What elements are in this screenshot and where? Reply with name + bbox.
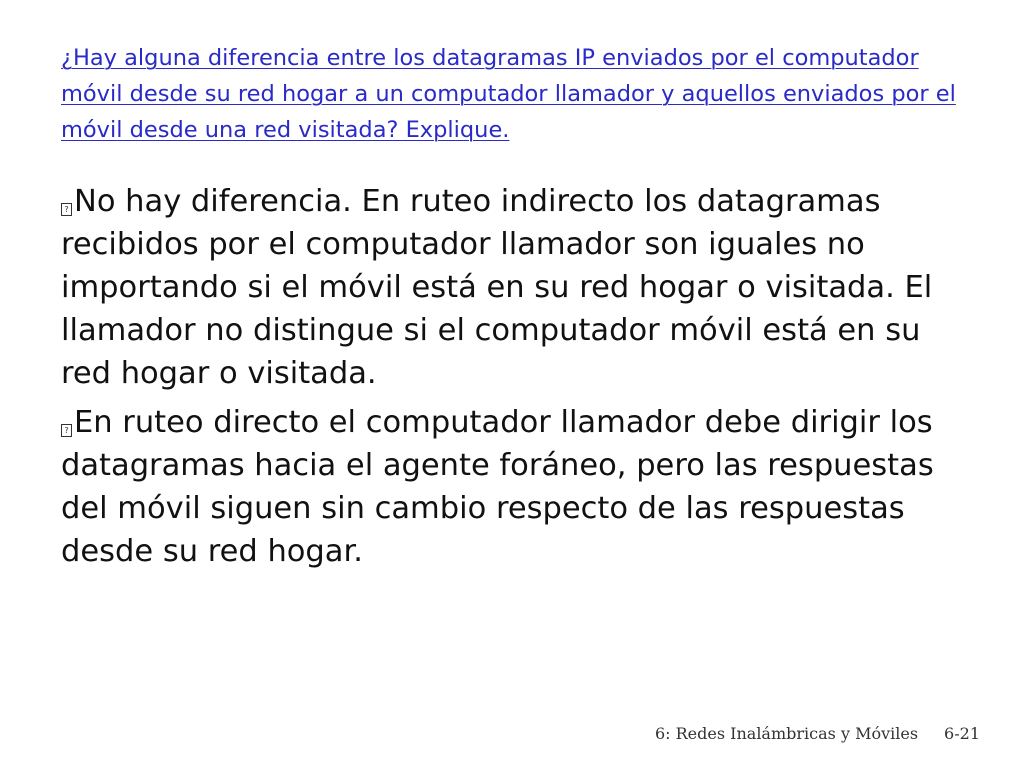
page-number: 6-21 xyxy=(944,724,980,743)
bullet-item xyxy=(61,401,941,573)
bullet-list xyxy=(61,180,941,573)
bullet-text: En ruteo directo el computador llamador debe dirigir los datagramas hacia el agente foráneo, pero las respuestas del móvil siguen sin cambio respecto de las respuestas desde su red hogar. xyxy=(61,405,934,569)
footer-chapter: 6: Redes Inalámbricas y Móviles xyxy=(654,724,919,743)
missing-glyph-icon: ? xyxy=(61,424,72,437)
bullet-text: No hay diferencia. En ruteo indirecto los datagramas recibidos por el computador llamador son iguales no importando si el móvil está en su red hogar o visitada. El llamador no distingue si el computador móvil está en su red hogar o visitada. xyxy=(61,184,933,391)
bullet-item xyxy=(61,180,941,395)
missing-glyph-icon: ? xyxy=(61,203,72,216)
slide-title: ¿Hay alguna diferencia entre los datagramas IP enviados por el computador móvil desde su red hogar a un computador llamador y aquellos enviados por el móvil desde una red visitada? Explique. xyxy=(61,45,956,143)
slide-footer xyxy=(640,724,980,743)
